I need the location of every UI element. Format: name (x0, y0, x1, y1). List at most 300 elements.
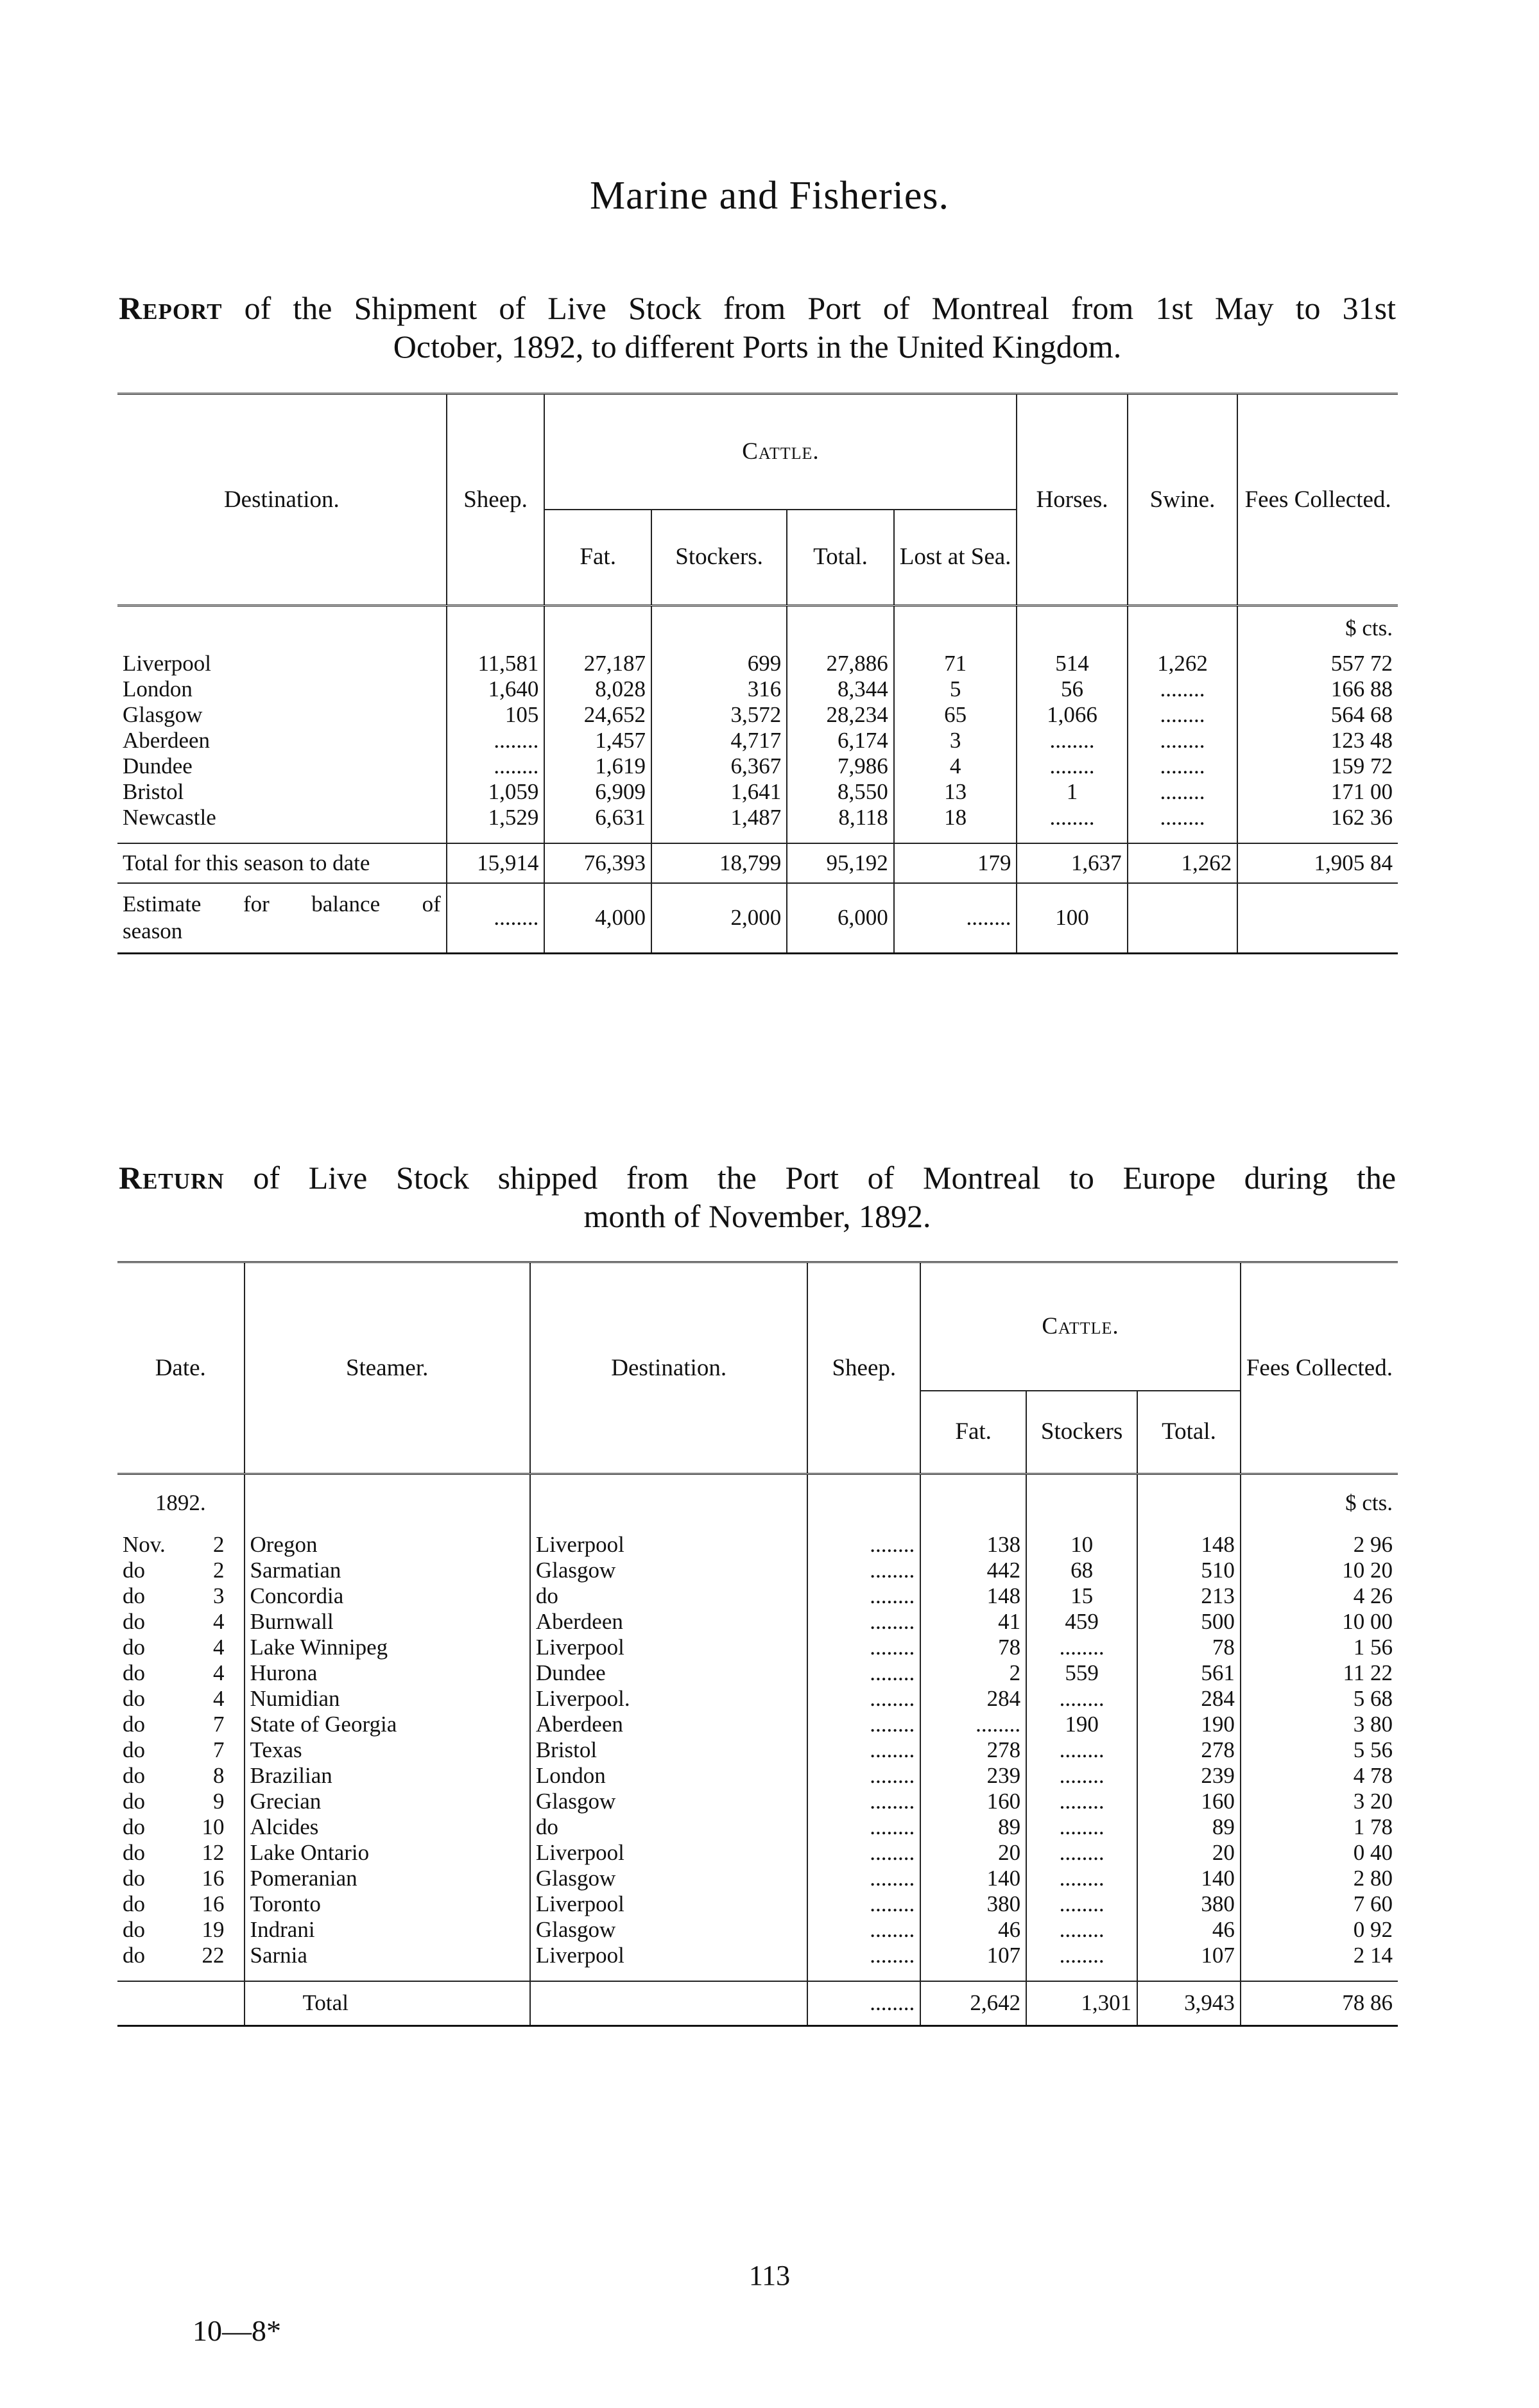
row-fat: 1,619 (544, 753, 651, 779)
total-swine: 1,262 (1128, 843, 1238, 883)
row-fat: 8,028 (544, 676, 651, 702)
row-day: 4 (213, 1660, 225, 1685)
row-month: do (123, 1608, 145, 1634)
report1-title-line2: October, 1892, to different Ports in the United Kingdom. (393, 329, 1122, 365)
shipment-row (117, 805, 1398, 830)
header-date: Date. (155, 1354, 206, 1381)
november-row (117, 1737, 1398, 1763)
row-fat: 78 (920, 1635, 1026, 1660)
total-total: 95,192 (787, 843, 894, 883)
estimate-lost: ........ (894, 883, 1017, 954)
row-date (117, 1686, 245, 1712)
row-stockers: 1,487 (651, 805, 787, 830)
report2-title-line2: month of November, 1892. (583, 1198, 931, 1234)
row-date (117, 1609, 245, 1635)
report1-title-line1: of the Shipment of Live Stock from Port of Montreal from 1st May to 31st (244, 290, 1396, 326)
november-row (117, 1558, 1398, 1583)
header-stockers: Stockers. (651, 510, 787, 606)
row-fees: 171 00 (1237, 779, 1398, 805)
total-stockers: 18,799 (651, 843, 787, 883)
row-sheep: 11,581 (447, 651, 545, 676)
shipment-row (117, 753, 1398, 779)
row-horses: 56 (1017, 676, 1127, 702)
shipment-table (117, 393, 1398, 954)
row-total: 8,118 (787, 805, 894, 830)
row-stockers: ........ (1026, 1866, 1137, 1891)
row-destination: Liverpool. (530, 1686, 808, 1712)
row-sheep: ........ (807, 1814, 920, 1840)
row-destination: Glasgow (123, 701, 203, 727)
row-fees: 10 00 (1241, 1609, 1398, 1635)
row-fat: 148 (920, 1583, 1026, 1609)
row-month: do (123, 1660, 145, 1685)
row-lost-at-sea: 3 (894, 728, 1017, 753)
row-steamer: Texas (245, 1737, 530, 1763)
row-swine: ........ (1128, 676, 1238, 702)
row-total: 278 (1137, 1737, 1241, 1763)
row-fees: 5 68 (1241, 1686, 1398, 1712)
row-total: 7,986 (787, 753, 894, 779)
estimate-label (117, 883, 447, 954)
november-row (117, 1866, 1398, 1891)
row-stockers: ........ (1026, 1737, 1137, 1763)
row-total: 6,174 (787, 728, 894, 753)
row-sheep: ........ (807, 1558, 920, 1583)
header-fees-collected: Fees Collected. (1237, 394, 1398, 606)
row-fat: 1,457 (544, 728, 651, 753)
row-total: 107 (1137, 1943, 1241, 1968)
row-month: Nov. (123, 1531, 166, 1557)
row-day: 4 (213, 1608, 225, 1634)
row-destination: do (530, 1814, 808, 1840)
estimate-horses: 100 (1017, 883, 1127, 954)
row-lost-at-sea: 65 (894, 702, 1017, 728)
row-stockers: 459 (1026, 1609, 1137, 1635)
row-fees: 2 14 (1241, 1943, 1398, 1968)
row-total: 8,344 (787, 676, 894, 702)
row-destination: London (123, 676, 193, 701)
total-fees: 1,905 84 (1237, 843, 1398, 883)
row-steamer: Lake Ontario (245, 1840, 530, 1866)
estimate-stockers: 2,000 (651, 883, 787, 954)
nov-total-stockers: 1,301 (1026, 1981, 1137, 2026)
row-fees: 3 80 (1241, 1712, 1398, 1737)
row-steamer: Concordia (245, 1583, 530, 1609)
row-fat: 20 (920, 1840, 1026, 1866)
row-total: 20 (1137, 1840, 1241, 1866)
row-total: 148 (1137, 1532, 1241, 1558)
row-steamer: Oregon (245, 1532, 530, 1558)
row-fees: 0 92 (1241, 1917, 1398, 1943)
row-total: 510 (1137, 1558, 1241, 1583)
row-fees: 564 68 (1237, 702, 1398, 728)
row-fat: 442 (920, 1558, 1026, 1583)
row-sheep: 1,529 (447, 805, 545, 830)
row-fees: 1 78 (1241, 1814, 1398, 1840)
row-fees: 7 60 (1241, 1891, 1398, 1917)
row-sheep: ........ (807, 1712, 920, 1737)
row-total: 380 (1137, 1891, 1241, 1917)
row-date (117, 1789, 245, 1814)
november-row (117, 1814, 1398, 1840)
row-fat: 380 (920, 1891, 1026, 1917)
row-month: do (123, 1839, 145, 1865)
row-fat: 89 (920, 1814, 1026, 1840)
row-fat: 6,909 (544, 779, 651, 805)
row-destination: Bristol (123, 778, 184, 804)
row-horses: ........ (1017, 805, 1127, 830)
november-table (117, 1261, 1398, 2027)
shipment-row (117, 702, 1398, 728)
row-total: 160 (1137, 1789, 1241, 1814)
header-lost-at-sea: Lost at Sea. (894, 510, 1017, 606)
estimate-total: 6,000 (787, 883, 894, 954)
estimate-row (117, 883, 1398, 954)
row-steamer: Indrani (245, 1917, 530, 1943)
row-sheep: ........ (807, 1789, 920, 1814)
row-steamer: Brazilian (245, 1763, 530, 1789)
row-steamer: Lake Winnipeg (245, 1635, 530, 1660)
row-fat: 27,187 (544, 651, 651, 676)
row-steamer: Sarmatian (245, 1558, 530, 1583)
row-total: 28,234 (787, 702, 894, 728)
row-horses: 1 (1017, 779, 1127, 805)
row-date (117, 1917, 245, 1943)
row-date (117, 1635, 245, 1660)
row-horses: ........ (1017, 753, 1127, 779)
row-sheep: ........ (807, 1609, 920, 1635)
november-row (117, 1660, 1398, 1686)
row-fat: 140 (920, 1866, 1026, 1891)
currency-label: $ cts. (1237, 606, 1398, 651)
row-stockers: ........ (1026, 1635, 1137, 1660)
november-row (117, 1891, 1398, 1917)
row-date (117, 1532, 245, 1558)
row-fees: 3 20 (1241, 1789, 1398, 1814)
row-date (117, 1891, 245, 1917)
row-swine: ........ (1128, 805, 1238, 830)
header-horses: Horses. (1017, 394, 1127, 606)
row-day: 19 (202, 1916, 225, 1942)
row-date (117, 1840, 245, 1866)
row-stockers: ........ (1026, 1789, 1137, 1814)
row-lost-at-sea: 13 (894, 779, 1017, 805)
row-total: 500 (1137, 1609, 1241, 1635)
row-day: 7 (213, 1711, 225, 1737)
row-total: 27,886 (787, 651, 894, 676)
row-total: 190 (1137, 1712, 1241, 1737)
report2-title-caps: Return (119, 1160, 225, 1196)
november-row (117, 1789, 1398, 1814)
header-cattle: Cattle. (544, 394, 1017, 510)
shipment-row (117, 676, 1398, 702)
row-stockers: ........ (1026, 1763, 1137, 1789)
row-steamer: State of Georgia (245, 1712, 530, 1737)
row-destination: Liverpool (123, 650, 212, 676)
row-fees: 4 26 (1241, 1583, 1398, 1609)
row-destination: Bristol (530, 1737, 808, 1763)
header-fees-collected2: Fees Collected. (1241, 1262, 1398, 1474)
row-month: do (123, 1685, 145, 1711)
row-total: 8,550 (787, 779, 894, 805)
row-fees: 159 72 (1237, 753, 1398, 779)
row-month: do (123, 1762, 145, 1788)
row-destination: Newcastle (123, 804, 216, 830)
total-horses: 1,637 (1017, 843, 1127, 883)
row-total: 284 (1137, 1686, 1241, 1712)
currency-label2: $ cts. (1241, 1474, 1398, 1532)
row-month: do (123, 1737, 145, 1762)
report1-title (119, 289, 1396, 366)
row-sheep: ........ (807, 1660, 920, 1686)
row-date (117, 1737, 245, 1763)
row-total: 239 (1137, 1763, 1241, 1789)
shipment-row (117, 779, 1398, 805)
row-sheep: ........ (807, 1686, 920, 1712)
row-sheep: ........ (807, 1943, 920, 1968)
row-stockers: ........ (1026, 1814, 1137, 1840)
row-fees: 5 56 (1241, 1737, 1398, 1763)
row-lost-at-sea: 5 (894, 676, 1017, 702)
row-date (117, 1814, 245, 1840)
row-fat: 24,652 (544, 702, 651, 728)
row-date (117, 1583, 245, 1609)
row-fees: 557 72 (1237, 651, 1398, 676)
november-total-row (117, 1981, 1398, 2026)
row-fees: 123 48 (1237, 728, 1398, 753)
row-fat: 46 (920, 1917, 1026, 1943)
header-cattle2: Cattle. (920, 1262, 1241, 1391)
row-stockers: 6,367 (651, 753, 787, 779)
row-destination: do (530, 1583, 808, 1609)
november-row (117, 1532, 1398, 1558)
row-date (117, 1866, 245, 1891)
row-steamer: Alcides (245, 1814, 530, 1840)
november-row (117, 1712, 1398, 1737)
header-sheep2: Sheep. (807, 1262, 920, 1474)
row-stockers: ........ (1026, 1840, 1137, 1866)
row-steamer: Pomeranian (245, 1866, 530, 1891)
row-stockers: 316 (651, 676, 787, 702)
row-month: do (123, 1711, 145, 1737)
row-sheep: 1,059 (447, 779, 545, 805)
row-day: 22 (202, 1942, 225, 1968)
nov-total-fat: 2,642 (920, 1981, 1026, 2026)
total-sheep: 15,914 (447, 843, 545, 883)
header-destination2: Destination. (530, 1262, 808, 1474)
estimate-label-line2: season (123, 918, 183, 944)
report2-title (119, 1158, 1396, 1235)
row-destination: Liverpool (530, 1532, 808, 1558)
row-lost-at-sea: 71 (894, 651, 1017, 676)
row-destination: Liverpool (530, 1943, 808, 1968)
row-lost-at-sea: 4 (894, 753, 1017, 779)
row-fees: 0 40 (1241, 1840, 1398, 1866)
row-month: do (123, 1814, 145, 1839)
row-fat: 239 (920, 1763, 1026, 1789)
row-destination: Glasgow (530, 1917, 808, 1943)
row-fat: 41 (920, 1609, 1026, 1635)
row-day: 2 (213, 1531, 225, 1557)
header-destination: Destination. (223, 486, 340, 513)
row-sheep: ........ (807, 1840, 920, 1866)
row-horses: ........ (1017, 728, 1127, 753)
row-destination: Liverpool (530, 1635, 808, 1660)
nov-total-fees: 78 86 (1241, 1981, 1398, 2026)
row-lost-at-sea: 18 (894, 805, 1017, 830)
row-destination: Glasgow (530, 1789, 808, 1814)
row-sheep: ........ (807, 1866, 920, 1891)
row-day: 8 (213, 1762, 225, 1788)
row-total: 213 (1137, 1583, 1241, 1609)
row-total: 140 (1137, 1866, 1241, 1891)
november-row (117, 1943, 1398, 1968)
row-steamer: Hurona (245, 1660, 530, 1686)
row-day: 9 (213, 1788, 225, 1814)
report2-title-line1: of Live Stock shipped from the Port of Montreal to Europe during the (253, 1160, 1397, 1196)
row-swine: ........ (1128, 728, 1238, 753)
row-fees: 11 22 (1241, 1660, 1398, 1686)
row-steamer: Sarnia (245, 1943, 530, 1968)
row-destination: Aberdeen (530, 1712, 808, 1737)
row-fat: 6,631 (544, 805, 651, 830)
header-sheep: Sheep. (447, 394, 545, 606)
shipment-row (117, 728, 1398, 753)
row-fees: 2 80 (1241, 1866, 1398, 1891)
november-row (117, 1635, 1398, 1660)
row-stockers: ........ (1026, 1917, 1137, 1943)
row-sheep: ........ (807, 1737, 920, 1763)
row-month: do (123, 1583, 145, 1608)
row-date (117, 1712, 245, 1737)
row-month: do (123, 1942, 145, 1968)
estimate-fat: 4,000 (544, 883, 651, 954)
row-sheep: ........ (807, 1917, 920, 1943)
header-fat: Fat. (544, 510, 651, 606)
row-fat: 107 (920, 1943, 1026, 1968)
row-fees: 162 36 (1237, 805, 1398, 830)
row-swine: 1,262 (1128, 651, 1238, 676)
row-date (117, 1763, 245, 1789)
row-date (117, 1660, 245, 1686)
shipment-row (117, 651, 1398, 676)
row-fat: 160 (920, 1789, 1026, 1814)
page-number: 113 (748, 2260, 791, 2291)
row-month: do (123, 1557, 145, 1583)
row-month: do (123, 1916, 145, 1942)
row-stockers: 4,717 (651, 728, 787, 753)
row-fat: 138 (920, 1532, 1026, 1558)
row-sheep: ........ (807, 1583, 920, 1609)
row-stockers: 559 (1026, 1660, 1137, 1686)
row-fat: 2 (920, 1660, 1026, 1686)
row-destination: Glasgow (530, 1558, 808, 1583)
estimate-sheep: ........ (447, 883, 545, 954)
row-stockers: ........ (1026, 1686, 1137, 1712)
november-total-label: Total (245, 1981, 530, 2026)
row-total: 89 (1137, 1814, 1241, 1840)
header-fat2: Fat. (920, 1391, 1026, 1474)
november-row (117, 1583, 1398, 1609)
row-sheep: ........ (447, 728, 545, 753)
row-stockers: 699 (651, 651, 787, 676)
header-swine: Swine. (1128, 394, 1238, 606)
row-destination: Liverpool (530, 1891, 808, 1917)
row-horses: 514 (1017, 651, 1127, 676)
november-row (117, 1917, 1398, 1943)
row-stockers: ........ (1026, 1943, 1137, 1968)
row-month: do (123, 1865, 145, 1891)
november-row (117, 1840, 1398, 1866)
row-destination: Aberdeen (123, 727, 211, 753)
report1-title-caps: Report (119, 290, 223, 326)
row-sheep: ........ (447, 753, 545, 779)
november-row (117, 1609, 1398, 1635)
row-fees: 1 56 (1241, 1635, 1398, 1660)
row-steamer: Toronto (245, 1891, 530, 1917)
row-total: 78 (1137, 1635, 1241, 1660)
row-horses: 1,066 (1017, 702, 1127, 728)
row-fees: 10 20 (1241, 1558, 1398, 1583)
row-fat: 278 (920, 1737, 1026, 1763)
row-stockers: 3,572 (651, 702, 787, 728)
row-sheep: ........ (807, 1891, 920, 1917)
november-row (117, 1763, 1398, 1789)
row-destination: Liverpool (530, 1840, 808, 1866)
nov-total-total: 3,943 (1137, 1981, 1241, 2026)
header-stockers2: Stockers (1026, 1391, 1137, 1474)
header-total2: Total. (1137, 1391, 1241, 1474)
year-label: 1892. (155, 1490, 206, 1516)
row-fees: 4 78 (1241, 1763, 1398, 1789)
row-steamer: Grecian (245, 1789, 530, 1814)
row-destination: Dundee (530, 1660, 808, 1686)
row-date (117, 1943, 245, 1968)
row-day: 7 (213, 1737, 225, 1762)
row-day: 4 (213, 1634, 225, 1660)
row-day: 16 (202, 1865, 225, 1891)
row-swine: ........ (1128, 702, 1238, 728)
row-sheep: ........ (807, 1532, 920, 1558)
nov-total-sheep: ........ (807, 1981, 920, 2026)
estimate-label-line1: Estimate for balance of (123, 891, 441, 917)
row-day: 16 (202, 1891, 225, 1916)
row-swine: ........ (1128, 779, 1238, 805)
season-total-row (117, 843, 1398, 883)
total-fat: 76,393 (544, 843, 651, 883)
row-fat: 284 (920, 1686, 1026, 1712)
row-fees: 2 96 (1241, 1532, 1398, 1558)
row-fat: ........ (920, 1712, 1026, 1737)
row-destination: Aberdeen (530, 1609, 808, 1635)
signature-mark: 10—8* (193, 2314, 281, 2347)
row-steamer: Burnwall (245, 1609, 530, 1635)
row-fees: 166 88 (1237, 676, 1398, 702)
row-stockers: 15 (1026, 1583, 1137, 1609)
row-day: 3 (213, 1583, 225, 1608)
row-sheep: ........ (807, 1763, 920, 1789)
header-steamer: Steamer. (245, 1262, 530, 1474)
november-row (117, 1686, 1398, 1712)
row-month: do (123, 1891, 145, 1916)
row-stockers: 10 (1026, 1532, 1137, 1558)
row-destination: Glasgow (530, 1866, 808, 1891)
row-destination: London (530, 1763, 808, 1789)
row-destination: Dundee (123, 753, 193, 778)
row-date (117, 1558, 245, 1583)
row-day: 10 (202, 1814, 225, 1839)
season-total-label: Total for this season to date (123, 850, 370, 875)
